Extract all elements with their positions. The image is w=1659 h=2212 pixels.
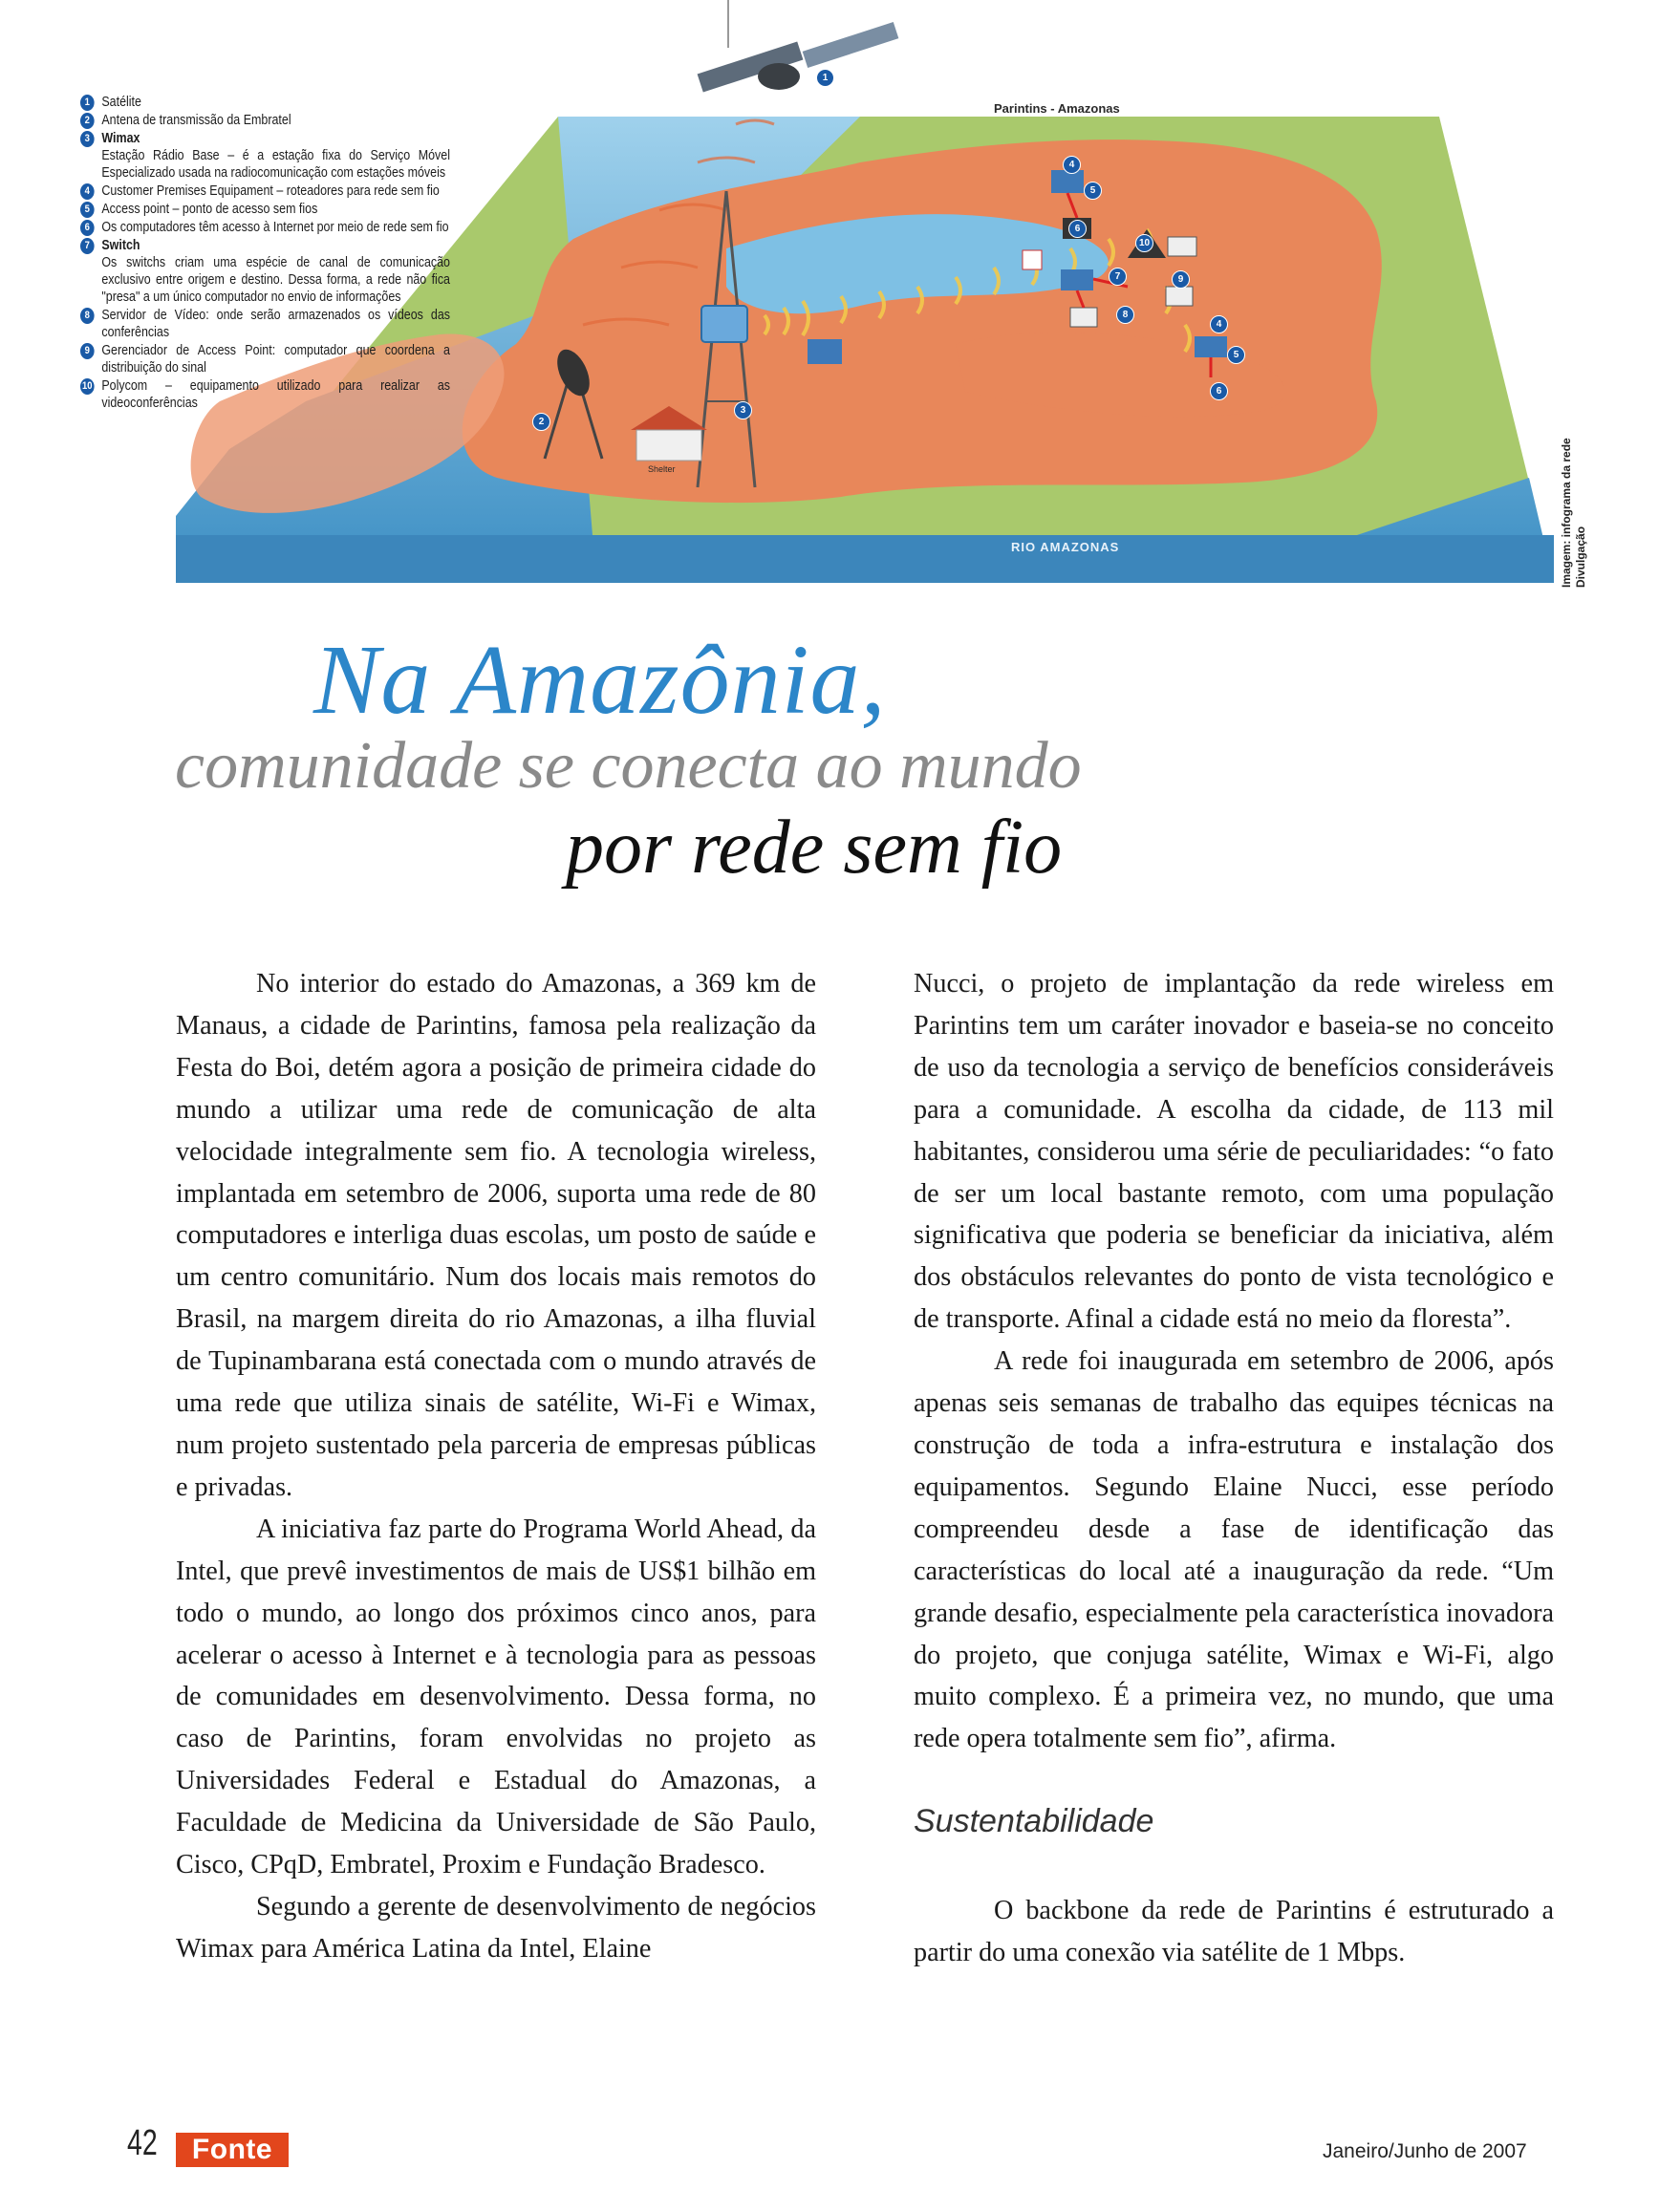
article-column-right [914,963,1554,1974]
river-label: RIO AMAZONAS [1011,540,1120,554]
legend-title: Antena de transmissão da Embratel [101,113,291,128]
pin-access-point: 5 [1084,182,1102,200]
pin-ap-manager: 9 [1172,270,1190,289]
pin-cpe: 4 [1063,156,1081,174]
region-label: Parintins - Amazonas [994,101,1120,116]
legend-text: Estação Rádio Base – é a estação fixa do Serviço Móvel Especializado usada na radiocomunicação com estações móveis [101,148,451,181]
legend-title: Servidor de Vídeo: onde serão armazenados os vídeos das conferências [101,308,451,340]
image-credit [1560,406,1594,588]
legend-number-badge: 10 [80,378,95,395]
headline-line-1: Na Amazônia, [313,625,887,735]
legend-item [80,112,450,129]
legend-title: Switch [101,238,140,253]
paragraph: Nucci, o projeto de implantação da rede wireless em Parintins tem um caráter inovador e baseia-se no conceito de uso da tecnologia a serviço de benefícios consideráveis para a comunidade. A escolha da cidade, de 113 mil habitantes, considerou uma série de peculiaridades: “o fato de ser um local bastante remoto, com uma população significativa que poderia se beneficiar da iniciativa, além dos obstáculos relevantes do ponto de vista tecnológico e de transporte. Afinal a cidade está no meio da floresta”. [914,969,1554,1335]
legend-number-badge: 2 [80,113,95,129]
legend-number-badge: 9 [80,343,95,359]
network-infographic [0,0,1659,592]
paragraph: No interior do estado do Amazonas, a 369 km de Manaus, a cidade de Parintins, famosa pela realização da Festa do Boi, detém agora a posição de primeira cidade do mundo a utilizar uma rede de comunicação de alta velocidade integralmente sem fio. A tecnologia wireless, implantada em setembro de 2006, suporta uma rede de 80 computadores e interliga duas escolas, um posto de saúde e um centro comunitário. Num dos locais mais remotos do Brasil, na margem direita do rio Amazonas, a ilha fluvial de Tupinambarana está conectada com o mundo através de uma rede que utiliza sinais de satélite, Wi-Fi e Wimax, num projeto sustentado pela parceria de empresas públicas e privadas. [176,969,816,1502]
section-subhead: Sustentabilidade [914,1803,1154,1840]
pin-computers-2: 6 [1210,382,1228,400]
legend-item [80,307,450,341]
pin-polycom: 10 [1135,234,1153,252]
paragraph: A rede foi inaugurada em setembro de 2006, após apenas seis semanas de trabalho das equipes técnicas na construção de toda a infra-estrutura e instalação dos equipamentos. Segundo Elaine Nucci, esse período compreendeu desde a fase de identificação das características do local até a inauguração da rede. “Um grande desafio, especialmente pela característica inovadora do projeto, que conjuga satélite, Wimax e Wi-Fi, algo muito complexo. É a primeira vez, no mundo, que uma rede opera totalmente sem fio”, afirma. [914,1346,1554,1754]
credit-line-1: Imagem: infograma da rede [1560,438,1573,588]
issue-date: Janeiro/Junho de 2007 [1323,2140,1527,2162]
shelter-label: Shelter [648,464,676,474]
legend-number-badge: 4 [80,183,95,200]
legend-number-badge: 6 [80,220,95,236]
headline-line-3: por rede sem fio [566,805,1063,890]
article-column-left [176,963,816,1970]
infographic-legend [80,94,450,413]
legend-title: Polycom – equipamento utilizado para realizar as videoconferências [101,378,451,411]
paragraph: A iniciativa faz parte do Programa World Ahead, da Intel, que prevê investimentos de mais de US$1 bilhão em todo o mundo, ao longo dos próximos cinco anos, para acelerar o acesso à Internet e à tecnologia para as pessoas de comunidades em desenvolvimento. Dessa forma, no caso de Parintins, foram envolvidas no projeto as Universidades Federal e Estadual do Amazonas, a Faculdade de Medicina da Universidade de São Paulo, Cisco, CPqD, Embratel, Proxim e Fundação Bradesco. [176,1514,816,1880]
legend-item [80,237,450,306]
magazine-logo: Fonte [176,2133,289,2167]
legend-number-badge: 7 [80,238,95,254]
paragraph: O backbone da rede de Parintins é estruturado a partir do uma conexão via satélite de 1 Mbps. [914,1896,1554,1968]
satellite-icon [698,0,899,93]
legend-title: Os computadores têm acesso à Internet por meio de rede sem fio [101,220,449,235]
legend-number-badge: 8 [80,308,95,324]
credit-line-2: Divulgação [1574,526,1587,588]
headline-line-2: comunidade se conecta ao mundo [175,729,1082,803]
legend-number-badge: 3 [80,131,95,147]
legend-item [80,342,450,376]
legend-title: Access point – ponto de acesso sem fios [101,202,318,217]
legend-text: Os switchs criam uma espécie de canal de comunicação exclusivo entre origem e destino. Dessa forma, a rede não fica "presa" a um único computador no envio de informações [101,255,451,305]
legend-title: Gerenciador de Access Point: computador que coordena a distribuição do sinal [101,343,451,376]
paragraph: Segundo a gerente de desenvolvimento de negócios Wimax para América Latina da Intel, Elaine [176,1891,816,1964]
legend-item [80,183,450,200]
legend-item [80,219,450,236]
legend-item [80,130,450,182]
legend-item [80,201,450,218]
legend-item [80,377,450,412]
pin-antenna: 2 [532,413,550,431]
page-number: 42 [127,2123,158,2163]
pin-switch: 7 [1109,268,1127,286]
pin-cpe-2: 4 [1210,315,1228,333]
pin-wimax: 3 [734,401,752,419]
legend-item [80,94,450,111]
legend-title: Customer Premises Equipament – roteadores para rede sem fio [101,183,440,199]
pin-access-point-2: 5 [1227,346,1245,364]
pin-video-server: 8 [1116,306,1134,324]
legend-number-badge: 5 [80,202,95,218]
legend-title: Wimax [101,131,140,146]
pin-satellite: 1 [816,69,834,87]
pin-computers: 6 [1068,220,1087,238]
legend-number-badge: 1 [80,95,95,111]
legend-title: Satélite [101,95,141,110]
